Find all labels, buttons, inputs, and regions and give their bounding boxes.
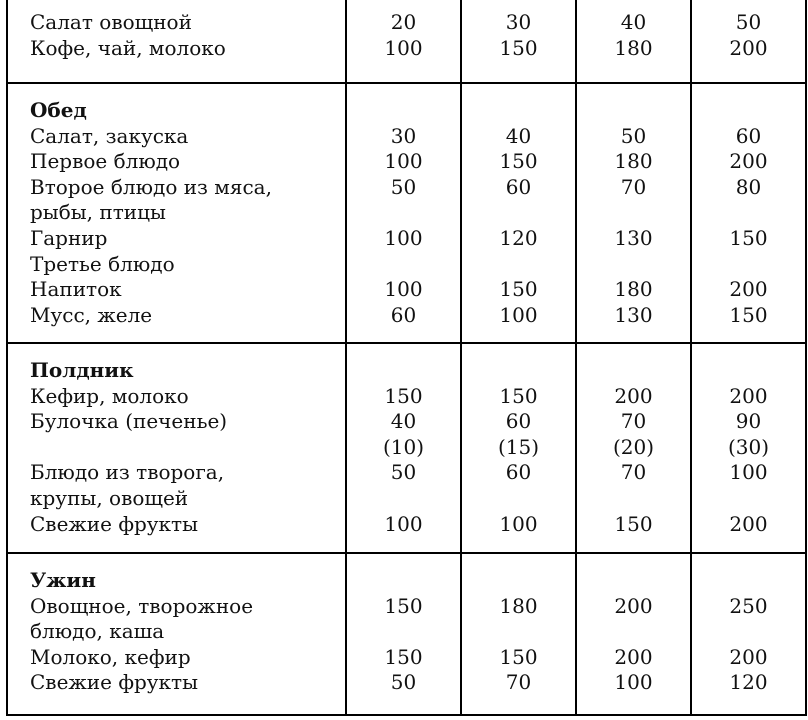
portion-value: 60 — [505, 174, 532, 199]
portion-value: 60 — [390, 302, 417, 327]
title-spacer — [577, 98, 690, 124]
portion-value — [462, 200, 575, 226]
portion-value: 200 — [729, 35, 768, 60]
table-section-row — [7, 553, 806, 715]
portion-value: 70 — [620, 174, 647, 199]
dish-label: Салат овощной — [30, 10, 192, 34]
dish-label: Первое блюдо — [30, 149, 181, 174]
portion-value-cell — [576, 343, 691, 553]
dish-label: Гарнир — [30, 225, 108, 250]
portion-value: 70 — [620, 460, 647, 485]
portion-value-cell — [576, 83, 691, 343]
portion-value: (10) — [382, 434, 425, 459]
portion-value — [692, 619, 805, 645]
portion-value: 150 — [729, 302, 768, 327]
portion-value: 50 — [390, 174, 417, 199]
portion-value-cell — [461, 0, 576, 83]
portion-value: 200 — [614, 593, 653, 618]
portion-value-cell — [576, 553, 691, 715]
portion-value: 100 — [499, 511, 538, 536]
dish-label: Мусс, желе — [30, 302, 153, 327]
portion-value: 150 — [499, 644, 538, 669]
portion-value: 20 — [390, 10, 417, 34]
portion-value: 200 — [729, 277, 768, 302]
dish-label: рыбы, птицы — [30, 200, 166, 225]
portion-value: 200 — [729, 149, 768, 174]
portion-value-cell — [346, 0, 461, 83]
portion-value: 100 — [499, 302, 538, 327]
table-section-row — [7, 83, 806, 343]
portion-value: 100 — [729, 460, 768, 485]
dish-label: крупы, овощей — [30, 485, 189, 510]
portion-value: 200 — [729, 644, 768, 669]
portion-value: 50 — [620, 123, 647, 148]
table-section-row — [7, 0, 806, 83]
portion-value: 180 — [614, 277, 653, 302]
portion-value: (15) — [497, 434, 540, 459]
portion-value: 50 — [735, 10, 762, 34]
portion-value: 100 — [384, 277, 423, 302]
dish-name-cell — [7, 0, 346, 83]
portion-value: 90 — [735, 409, 762, 434]
portion-value: 150 — [614, 511, 653, 536]
portion-value: 70 — [505, 670, 532, 695]
dish-name-cell — [7, 83, 346, 343]
portion-value: 60 — [505, 409, 532, 434]
portion-value-cell — [691, 83, 806, 343]
portion-value: 250 — [729, 593, 768, 618]
portion-value: 200 — [614, 383, 653, 408]
title-spacer — [692, 358, 805, 384]
portion-value-cell — [461, 553, 576, 715]
title-spacer — [347, 358, 460, 384]
portion-value: 50 — [390, 460, 417, 485]
dish-name-cell — [7, 553, 346, 715]
portion-value: 180 — [614, 35, 653, 60]
portion-value: 150 — [499, 35, 538, 60]
portion-value — [462, 252, 575, 278]
menu-portion-table — [6, 0, 807, 716]
dish-name-cell — [7, 343, 346, 553]
portion-value — [577, 200, 690, 226]
section-title: Обед — [30, 98, 87, 122]
portion-value — [347, 486, 460, 512]
portion-value-cell — [461, 343, 576, 553]
portion-value: 130 — [614, 302, 653, 327]
portion-value-cell — [691, 343, 806, 553]
portion-value: 100 — [384, 149, 423, 174]
portion-value: 130 — [614, 225, 653, 250]
portion-value: 40 — [390, 409, 417, 434]
portion-value: 80 — [735, 174, 762, 199]
portion-value: 40 — [620, 10, 647, 34]
portion-value: 150 — [499, 149, 538, 174]
portion-value — [462, 486, 575, 512]
dish-label: Молоко, кефир — [30, 644, 191, 669]
portion-value — [347, 200, 460, 226]
portion-value: 200 — [614, 644, 653, 669]
portion-value-cell — [346, 553, 461, 715]
dish-label: Салат, закуска — [30, 123, 189, 148]
portion-value: 40 — [505, 123, 532, 148]
dish-label: Блюдо из творога, — [30, 460, 225, 485]
title-spacer — [347, 98, 460, 124]
title-spacer — [347, 568, 460, 594]
portion-value-cell — [346, 343, 461, 553]
portion-value — [347, 252, 460, 278]
portion-value-cell — [691, 0, 806, 83]
portion-value: 100 — [384, 35, 423, 60]
portion-value: 70 — [620, 409, 647, 434]
title-spacer — [462, 98, 575, 124]
section-title: Полдник — [30, 358, 134, 382]
portion-value: (20) — [612, 434, 655, 459]
dish-label: Напиток — [30, 277, 122, 302]
portion-value: 60 — [735, 123, 762, 148]
portion-value: 120 — [499, 225, 538, 250]
portion-value — [462, 619, 575, 645]
title-spacer — [462, 358, 575, 384]
dish-label: Свежие фрукты — [30, 670, 199, 695]
title-spacer — [692, 568, 805, 594]
portion-value-cell — [576, 0, 691, 83]
dish-label: Второе блюдо из мяса, — [30, 174, 272, 199]
dish-label — [8, 435, 345, 461]
portion-value: 120 — [729, 670, 768, 695]
portion-value: 200 — [729, 383, 768, 408]
portion-value: 100 — [384, 511, 423, 536]
dish-label: Овощное, творожное — [30, 593, 254, 618]
portion-value: 180 — [499, 593, 538, 618]
portion-value: 150 — [384, 383, 423, 408]
section-title: Ужин — [30, 568, 96, 592]
dish-label: Кофе, чай, молоко — [30, 35, 226, 60]
title-spacer — [692, 98, 805, 124]
portion-value: 50 — [390, 670, 417, 695]
portion-value — [692, 486, 805, 512]
portion-value: 100 — [614, 670, 653, 695]
portion-value: 150 — [499, 383, 538, 408]
portion-value-cell — [461, 83, 576, 343]
portion-value — [692, 200, 805, 226]
dish-label: блюдо, каша — [30, 619, 165, 644]
title-spacer — [577, 358, 690, 384]
portion-value — [577, 252, 690, 278]
portion-value: 150 — [729, 225, 768, 250]
portion-value-cell — [691, 553, 806, 715]
portion-value: 30 — [390, 123, 417, 148]
table-section-row — [7, 343, 806, 553]
portion-value: 60 — [505, 460, 532, 485]
dish-label: Кефир, молоко — [30, 383, 189, 408]
portion-value: 150 — [384, 644, 423, 669]
title-spacer — [577, 568, 690, 594]
portion-value: 150 — [499, 277, 538, 302]
dish-label: Булочка (печенье) — [30, 409, 228, 434]
portion-value: 30 — [505, 10, 532, 34]
portion-value — [577, 619, 690, 645]
portion-value — [577, 486, 690, 512]
portion-value: (30) — [727, 434, 770, 459]
portion-value: 200 — [729, 511, 768, 536]
dish-label: Третье блюдо — [30, 251, 175, 276]
portion-value — [692, 252, 805, 278]
portion-value: 180 — [614, 149, 653, 174]
portion-value: 100 — [384, 225, 423, 250]
portion-value — [347, 619, 460, 645]
dish-label: Свежие фрукты — [30, 511, 199, 536]
portion-value: 150 — [384, 593, 423, 618]
portion-value-cell — [346, 83, 461, 343]
title-spacer — [462, 568, 575, 594]
